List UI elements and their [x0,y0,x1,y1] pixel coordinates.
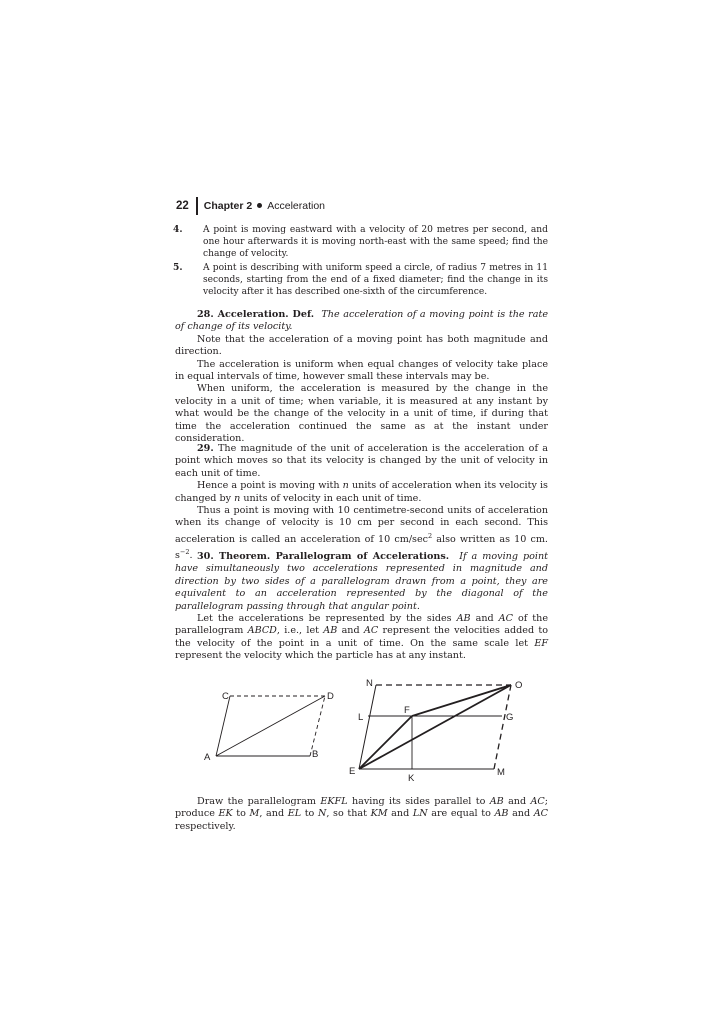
exercise-text: A point is describing with uniform speed a circle, of radius 7 metres in 11 seconds, starting from the end of a fixed diameter; find the change in its velocity after it has described one-sixth of the circumference. [203,263,548,298]
parallelogram-abcd [216,696,325,756]
parallelogram-figure [200,676,540,786]
section-heading: 30. Theorem. Parallelogram of Accelerations. [197,551,450,562]
theorem-text: If a moving point have simultaneously two accelerations represented in magnitude and direction by two sides of a parallelogram drawn from a point, they are equivalent to an acceleration represented by the diagonal of the parallelogram passing through that angular point. [175,551,548,612]
paragraph: Let the accelerations be represented by the sides AB and AC of the parallelogram ABCD, i.e., let AB and AC represent the velocities added to the velocity of the point in a unit of time. On the same scale let EF represent the velocity which the particle has at any instant. [175,613,549,662]
side-ac [216,696,230,756]
exercise-text: A point is moving eastward with a velocity of 20 metres per second, and one hour afterwards it is moving north-east with the same speed; find the change of velocity. [203,225,548,260]
bullet-icon [257,203,262,208]
paragraph: Hence a point is moving with n units of acceleration when its velocity is changed by n units of velocity in each unit of time. [175,480,548,504]
label-a: A [204,752,211,763]
label-k: K [408,773,415,784]
label-d: D [327,691,334,702]
paragraph: 29. The magnitude of the unit of acceleration is the acceleration of a point which moves so that its velocity is changed by the unit of velocity in each unit of time. [175,443,548,479]
section-28 [175,309,548,445]
diagonal-ad [216,696,325,756]
label-c: C [222,691,229,702]
exercise-number: 5. [173,262,183,273]
section-heading: 28. Acceleration. Def. [197,309,315,320]
chapter-label: Chapter 2 [203,200,253,212]
exercise-number: 4. [173,224,183,235]
page-number: 22 [176,200,189,212]
paragraph: Draw the parallelogram EKFL having its sides parallel to AB and AC; produce EK to M, and EL to N, so that KM and LN are equal to AB and AC respectively. [175,796,549,832]
closing-paragraph [175,796,548,833]
label-m: M [497,767,505,778]
line-mo [494,685,514,769]
running-header [176,197,325,215]
paragraph: Thus a point is moving with 10 centimetre-second units of acceleration when its change of velocity is 10 cm per second in each second. This acceleration is called an acceleration of 10 $cm/\sec^2$ also written as 10 cm. $s^{-2}$. [175,505,548,562]
section-29 [175,443,548,563]
label-f: F [404,705,410,716]
parallelogram-emon [359,685,514,769]
exercise-5 [173,262,548,299]
paragraph: The acceleration is uniform when equal changes of velocity take place in equal intervals of time, however small these intervals may be. [175,358,548,383]
section-heading: 29. [197,443,214,454]
exercise-4 [173,224,548,261]
definition-text: The acceleration of a moving point is the rate of change of its velocity. [175,309,549,333]
paragraph: Note that the acceleration of a moving point has both magnitude and direction. [175,333,548,358]
header-divider [196,197,198,215]
label-l: L [358,712,364,723]
section-30 [175,551,548,663]
label-b: B [312,749,319,760]
line-eo [359,685,514,769]
chapter-topic: Acceleration [267,200,326,212]
theorem-paragraph [175,551,548,613]
label-n: N [366,678,373,689]
line-ef [359,716,412,769]
label-o: O [515,680,523,691]
label-e: E [349,766,356,777]
side-bd [310,696,325,756]
definition-paragraph [175,309,548,334]
line-en [359,685,376,769]
paragraph: When uniform, the acceleration is measured by the change in the velocity in a unit of time; when variable, it is measured at any instant by what would be the change of the velocity in a unit of time, if during that time the acceleration continued the same as at the instant under consideration. [175,383,548,445]
label-g: G [506,712,514,723]
